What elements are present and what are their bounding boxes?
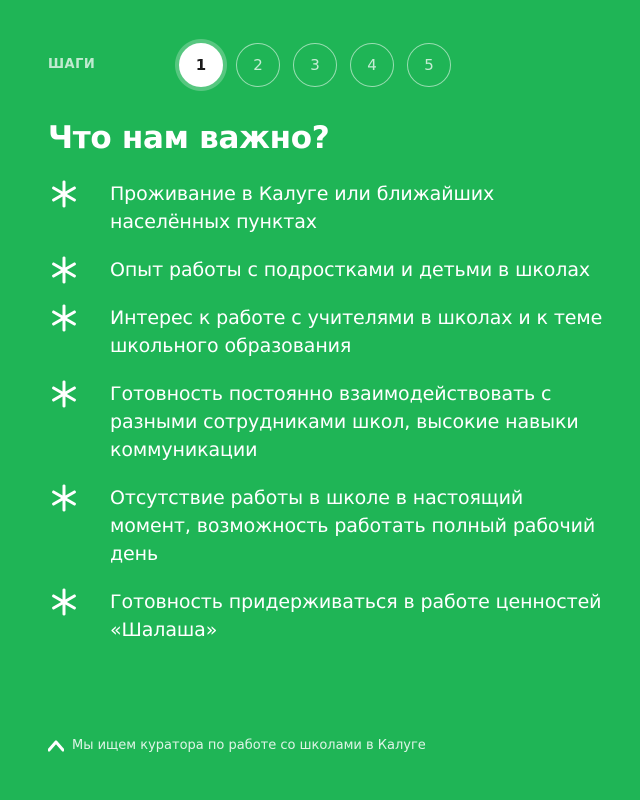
asterisk-icon xyxy=(50,380,78,408)
asterisk-icon xyxy=(50,588,78,616)
page-title: Что нам важно? xyxy=(48,120,330,156)
list-item xyxy=(48,380,608,464)
step-2: 2 xyxy=(236,43,280,87)
asterisk-icon xyxy=(50,256,78,284)
list-item xyxy=(48,180,608,236)
list-item-text: Опыт работы с подростками и детьми в школах xyxy=(110,259,591,281)
list-item xyxy=(48,484,608,568)
step-4: 4 xyxy=(350,43,394,87)
list-item-text: Интерес к работе с учителями в школах и к теме школьного образования xyxy=(110,307,603,357)
step-3: 3 xyxy=(293,43,337,87)
list-item xyxy=(48,304,608,360)
list-item-text: Готовность постоянно взаимодействовать с разными сотрудниками школ, высокие навыки коммуникации xyxy=(110,383,579,461)
list-item xyxy=(48,256,608,284)
step-indicator xyxy=(179,43,451,87)
list-item-text: Проживание в Калуге или ближайших населённых пунктах xyxy=(110,183,495,233)
footer xyxy=(48,738,426,753)
list-item-text: Отсутствие работы в школе в настоящий момент, возможность работать полный рабочий день xyxy=(110,487,596,565)
steps-label: ШАГИ xyxy=(48,57,96,72)
requirements-list xyxy=(48,180,608,664)
list-item-text: Готовность придерживаться в работе ценностей «Шалаша» xyxy=(110,591,602,641)
list-item xyxy=(48,588,608,644)
footer-text: Мы ищем куратора по работе со школами в Калуге xyxy=(72,738,426,753)
asterisk-icon xyxy=(50,304,78,332)
roof-icon xyxy=(48,740,64,752)
step-5: 5 xyxy=(407,43,451,87)
asterisk-icon xyxy=(50,484,78,512)
step-1: 1 xyxy=(179,43,223,87)
asterisk-icon xyxy=(50,180,78,208)
